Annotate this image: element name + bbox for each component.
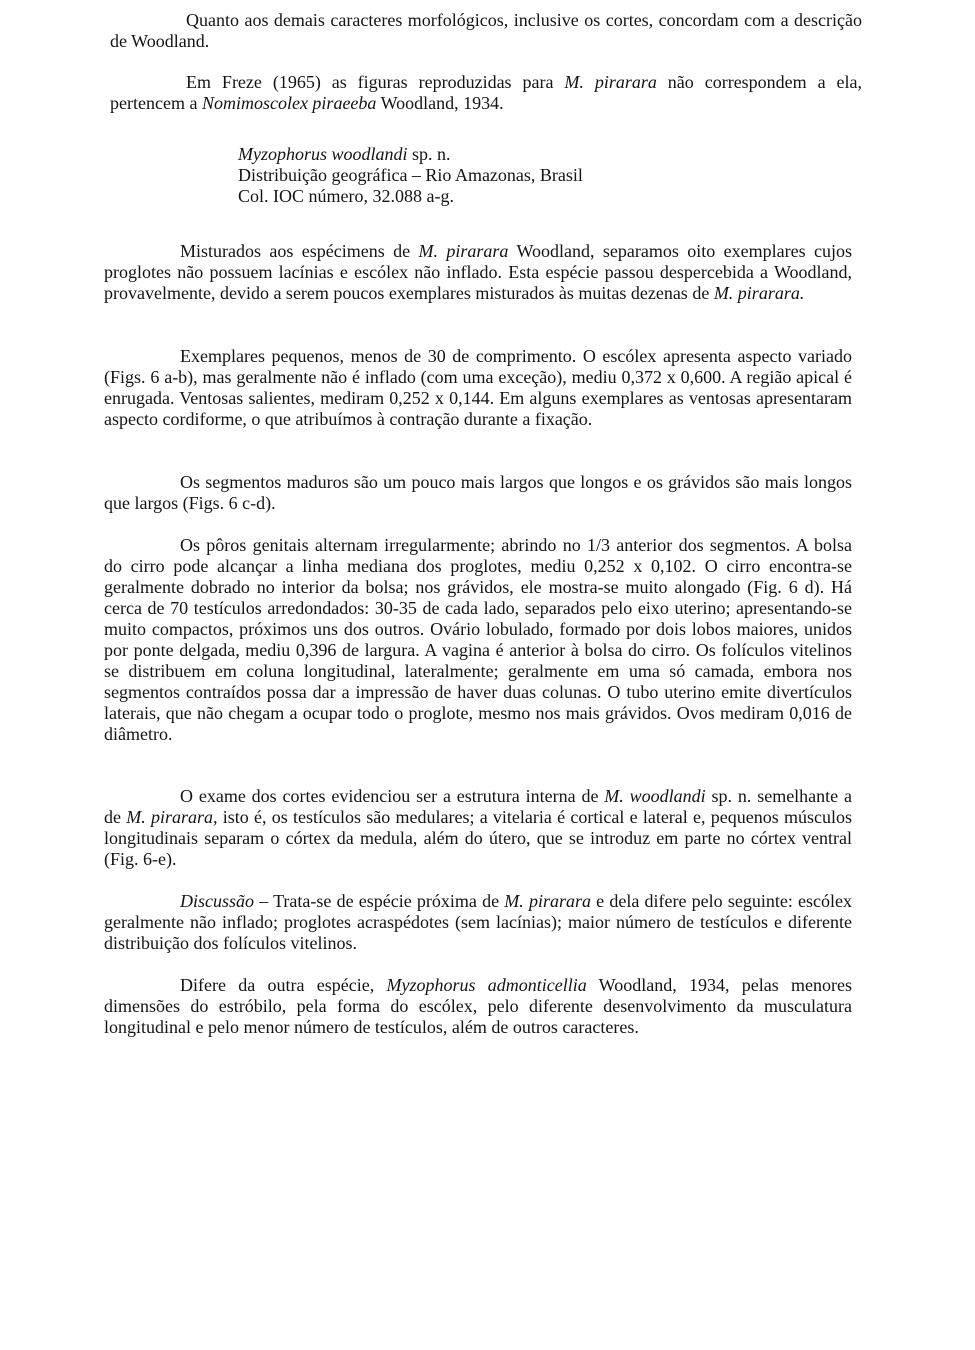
paragraph-morphology-note <box>110 10 862 52</box>
paragraph-freze-note <box>110 72 862 114</box>
species-heading-block <box>238 144 758 207</box>
discussion-label: Discussão <box>180 891 255 911</box>
paragraph-text: Misturados aos espécimens de <box>180 241 419 261</box>
paragraph-comparison <box>104 975 852 1038</box>
species-name-italic: Nomimoscolex piraeeba <box>201 93 377 113</box>
species-name-italic: M. pirarara, <box>126 807 218 827</box>
species-name-italic: M. pirarara <box>504 891 591 911</box>
paragraph-text: – Trata-se de espécie próxima de <box>254 891 505 911</box>
species-name-italic: M. pirarara <box>418 241 509 261</box>
paragraph-segments <box>104 472 852 514</box>
species-title <box>238 144 758 165</box>
paragraph-text: Em Freze (1965) as figuras reproduzidas para <box>186 72 565 92</box>
species-collection: Col. IOC número, 32.088 a-g. <box>238 186 454 206</box>
paragraph-text: Difere da outra espécie, <box>180 975 387 995</box>
paragraph-internal-structure <box>104 786 852 870</box>
paragraph-text: não correspondem a ela, pertencem a <box>110 72 863 113</box>
paragraph-text: isto é, os testículos são medulares; a vitelaria é cortical e lateral e, pequenos músculos longitudinais separam o córtex da medula, além do útero, que se introduz em parte no córtex ventral (Fig. 6-e). <box>104 807 853 869</box>
paragraph-discussion <box>104 891 852 954</box>
paragraph-scolex <box>104 346 852 430</box>
species-name-italic: M. pirarara. <box>713 283 805 303</box>
paragraph-specimens <box>104 241 852 304</box>
paragraph-text: Woodland, 1934, pelas menores dimensões do estróbilo, pela forma do escólex, pelo diferente desenvolvimento da musculatura longitudinal e pelo menor número de testículos, além de outros caracteres. <box>104 975 852 1037</box>
species-name-italic: Myzophorus admonticellia <box>386 975 587 995</box>
paragraph-text: Os segmentos maduros são um pouco mais largos que longos e os grávidos são mais longos que largos (Figs. 6 c-d). <box>104 472 852 513</box>
paragraph-text: Exemplares pequenos, menos de 30 de comprimento. O escólex apresenta aspecto variado (Figs. 6 a-b), mas geralmente não é inflado (com uma exceção), mediu 0,372 x 0,600. A região apical é enrugada. Ventosas salientes, mediram 0,252 x 0,144. Em alguns exemplares as ventosas apresentaram aspecto cordiforme, o que atribuímos à contração durante a fixação. <box>104 346 852 429</box>
paragraph-text: Woodland, separamos oito exemplares cujos proglotes não possuem lacínias e escólex não inflado. Esta espécie passou despercebida a Woodland, provavelmente, devido a serem poucos exemplares misturados às muitas dezenas de <box>104 241 853 303</box>
species-name-italic: M. woodlandi <box>604 786 706 806</box>
paragraph-text: Woodland, 1934. <box>376 93 504 113</box>
paragraph-text: Quanto aos demais caracteres morfológicos, inclusive os cortes, concordam com a descrição de Woodland. <box>110 10 862 51</box>
paragraph-text: sp. n. semelhante a de <box>104 786 852 827</box>
species-name-italic: M. pirarara <box>564 72 657 92</box>
paragraph-genital-pores <box>104 535 852 745</box>
species-distribution: Distribuição geográfica – Rio Amazonas, Brasil <box>238 165 583 185</box>
paragraph-text: Os pôros genitais alternam irregularmente; abrindo no 1/3 anterior dos segmentos. A bolsa do cirro pode alcançar a linha mediana dos proglotes, mediu 0,252 x 0,102. O cirro encontra-se geralmente dobrado no interior da bolsa; nos grávidos, ele mostra-se muito alongado (Fig. 6 d). Há cerca de 70 testículos arredondados: 30-35 de cada lado, separados pelo eixo uterino; apresentando-se muito compactos, próximos uns dos outros. Ovário lobulado, formado por dois lobos maiores, unidos por ponte delgada, mediu 0,396 de largura. A vagina é anterior à bolsa do cirro. Os folículos vitelinos se distribuem em coluna longitudinal, lateralmente; geralmente em uma só camada, embora nos segmentos contraídos possa dar a impressão de haver duas colunas. O tubo uterino emite divertículos laterais, que não chegam a ocupar todo o proglote, mesmo nos mais grávidos. Ovos mediram 0,016 de diâmetro. <box>104 535 852 744</box>
paragraph-text: e dela difere pelo seguinte: escólex geralmente não inflado; proglotes acraspédotes (sem lacínias); maior número de testículos e diferente distribuição dos folículos vitelinos. <box>104 891 852 953</box>
paragraph-text: O exame dos cortes evidenciou ser a estrutura interna de <box>180 786 605 806</box>
species-suffix: sp. n. <box>407 144 451 164</box>
species-name-italic: Myzophorus woodlandi <box>238 144 408 164</box>
